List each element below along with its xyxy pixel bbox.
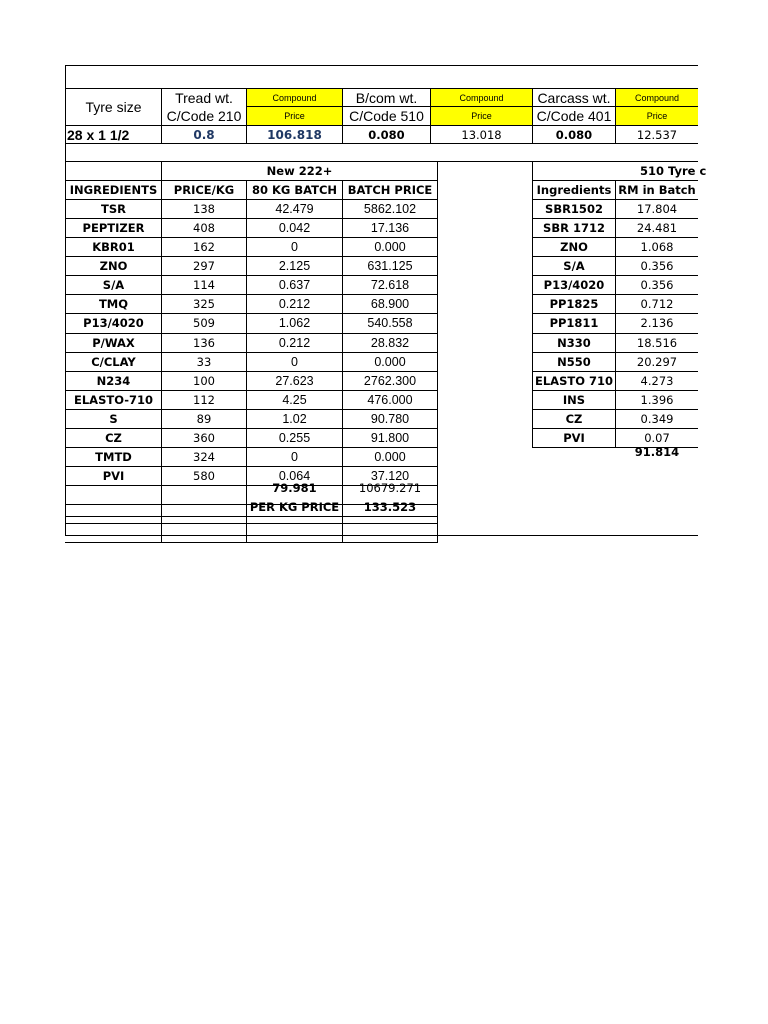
ingredient-name: TMTD — [95, 450, 132, 464]
rm-ingredient-name: ELASTO 710 — [535, 374, 613, 388]
rm-batch-weight: 17.804 — [636, 202, 678, 216]
total-batch-weight: 79.981 — [272, 481, 317, 495]
table-title: 510 Tyre c — [640, 164, 707, 178]
price-per-kg: 114 — [193, 278, 215, 292]
price-per-kg: 580 — [193, 469, 215, 483]
compound-label-tread: Compound — [247, 89, 342, 106]
price-per-kg: 138 — [193, 202, 215, 216]
rm-batch-weight: 0.712 — [640, 297, 674, 311]
ingredient-name: S — [109, 412, 118, 426]
batch-price: 540.558 — [367, 316, 413, 330]
batch-weight: 0 — [291, 450, 298, 464]
col-header-ingredients: INGREDIENTS — [69, 183, 158, 197]
rm-batch-weight: 0.349 — [640, 412, 674, 426]
price-per-kg: 112 — [193, 393, 215, 407]
price-per-kg: 33 — [196, 355, 212, 369]
batch-weight: 0.255 — [278, 431, 311, 445]
batch-price: 68.900 — [370, 297, 410, 311]
batch-weight: 4.25 — [282, 393, 307, 407]
price-per-kg: 408 — [193, 221, 215, 235]
rm-ingredient-name: PVI — [563, 431, 585, 445]
tyre-size-label: Tyre size — [85, 99, 142, 115]
price-per-kg: 136 — [193, 336, 215, 350]
rm-batch-weight: 1.068 — [640, 240, 674, 254]
rm-ingredient-name: P13/4020 — [543, 278, 605, 292]
price-label-bcom: Price — [431, 107, 532, 125]
tyre-size-value: 28 x 1 1/2 — [67, 126, 130, 143]
grid-line — [65, 542, 438, 543]
ingredient-name: PEPTIZER — [82, 221, 145, 235]
ingredient-name: P/WAX — [92, 336, 135, 350]
ingredient-name: S/A — [102, 278, 125, 292]
batch-price: 72.618 — [370, 278, 410, 292]
ingredient-name: P13/4020 — [83, 316, 144, 330]
ingredient-name: ELASTO-710 — [74, 393, 153, 407]
col-header-price-per-kg: PRICE/KG — [173, 183, 235, 197]
batch-weight: 2.125 — [278, 259, 311, 273]
carcass-weight-value: 0.080 — [555, 127, 593, 142]
rm-batch-weight: 0.07 — [644, 431, 670, 445]
ingredient-name: KBR01 — [92, 240, 135, 254]
ingredient-name: ZNO — [99, 259, 128, 273]
tread-price-value: 106.818 — [267, 127, 322, 142]
rm-ingredient-name: N330 — [557, 336, 591, 350]
batch-weight: 1.02 — [282, 412, 307, 426]
price-label-tread: Price — [247, 107, 342, 125]
batch-weight: 0.042 — [278, 221, 311, 235]
rm-batch-total: 91.814 — [634, 445, 680, 459]
rm-batch-weight: 24.481 — [636, 221, 678, 235]
bcom-weight-value: 0.080 — [368, 127, 405, 142]
col-header-ingredients: Ingredients — [536, 183, 612, 197]
tread-weight-value: 0.8 — [193, 127, 215, 142]
batch-weight: 0.637 — [278, 278, 311, 292]
tread-code-label: C/Code 210 — [166, 108, 242, 124]
rm-batch-weight: 20.297 — [636, 355, 678, 369]
col-header-rm-in-batch: RM in Batch — [618, 183, 696, 197]
batch-price: 17.136 — [370, 221, 410, 235]
col-header-80kg-batch: 80 KG BATCH — [251, 183, 338, 197]
rm-batch-weight: 1.396 — [640, 393, 674, 407]
rm-ingredient-name: ZNO — [560, 240, 588, 254]
rm-batch-weight: 0.356 — [640, 259, 674, 273]
batch-price: 631.125 — [367, 259, 413, 273]
ingredient-name: N234 — [96, 374, 131, 388]
table-title: New 222+ — [266, 164, 333, 178]
batch-weight: 0 — [291, 240, 298, 254]
price-per-kg: 324 — [193, 450, 215, 464]
per-kg-price-value: 133.523 — [363, 500, 417, 514]
price-per-kg: 360 — [193, 431, 215, 445]
batch-price: 0.000 — [374, 355, 406, 369]
batch-price: 91.800 — [370, 431, 410, 445]
tread-weight-label: Tread wt. — [175, 89, 233, 106]
compound-label-bcom: Compound — [431, 89, 532, 106]
rm-ingredient-name: S/A — [563, 259, 585, 273]
rm-ingredient-name: PP1811 — [549, 316, 599, 330]
batch-price: 5862.102 — [363, 202, 417, 216]
price-per-kg: 89 — [196, 412, 212, 426]
ingredient-name: CZ — [105, 431, 122, 445]
batch-weight: 0 — [291, 355, 298, 369]
batch-weight: 0.064 — [278, 469, 311, 483]
ingredient-name: TMQ — [98, 297, 129, 311]
batch-weight: 27.623 — [275, 374, 314, 388]
price-per-kg: 509 — [193, 316, 215, 330]
rm-batch-weight: 0.356 — [640, 278, 674, 292]
rm-ingredient-name: INS — [562, 393, 586, 407]
price-per-kg: 100 — [193, 374, 215, 388]
bcom-weight-label: B/com wt. — [355, 89, 418, 106]
bcom-price-value: 13.018 — [461, 127, 502, 142]
carcass-price-value: 12.537 — [636, 127, 678, 142]
rm-ingredient-name: PP1825 — [549, 297, 599, 311]
rm-batch-weight: 2.136 — [640, 316, 674, 330]
ingredient-name: PVI — [102, 469, 125, 483]
col-header-batch-price: BATCH PRICE — [347, 183, 433, 197]
rm-ingredient-name: N550 — [557, 355, 591, 369]
total-batch-price: 10679.271 — [358, 481, 422, 495]
compound-label-carcass: Compound — [616, 89, 698, 106]
batch-price: 28.832 — [370, 336, 410, 350]
price-label-carcass: Price — [616, 107, 698, 125]
carcass-weight-label: Carcass wt. — [537, 89, 611, 106]
batch-price: 90.780 — [370, 412, 410, 426]
batch-weight: 1.062 — [278, 316, 311, 330]
batch-price: 0.000 — [374, 450, 406, 464]
rm-batch-weight: 18.516 — [636, 336, 678, 350]
rm-ingredient-name: SBR1502 — [545, 202, 603, 216]
grid-line — [65, 523, 438, 524]
batch-price: 476.000 — [367, 393, 413, 407]
batch-weight: 0.212 — [278, 336, 311, 350]
ingredient-name: TSR — [101, 202, 126, 216]
grid-line — [437, 161, 438, 543]
carcass-code-label: C/Code 401 — [536, 108, 612, 124]
rm-ingredient-name: SBR 1712 — [543, 221, 605, 235]
price-per-kg: 162 — [193, 240, 215, 254]
bcom-code-label: C/Code 510 — [349, 108, 424, 124]
batch-price: 2762.300 — [363, 374, 417, 388]
price-per-kg: 297 — [193, 259, 215, 273]
rm-ingredient-name: CZ — [565, 412, 583, 426]
batch-price: 37.120 — [370, 469, 410, 483]
per-kg-price-label: PER KG PRICE — [249, 500, 340, 514]
price-per-kg: 325 — [193, 297, 215, 311]
batch-weight: 0.212 — [278, 297, 311, 311]
rm-batch-weight: 4.273 — [640, 374, 674, 388]
batch-price: 0.000 — [374, 240, 406, 254]
ingredient-name: C/CLAY — [91, 355, 136, 369]
batch-weight: 42.479 — [275, 202, 314, 216]
